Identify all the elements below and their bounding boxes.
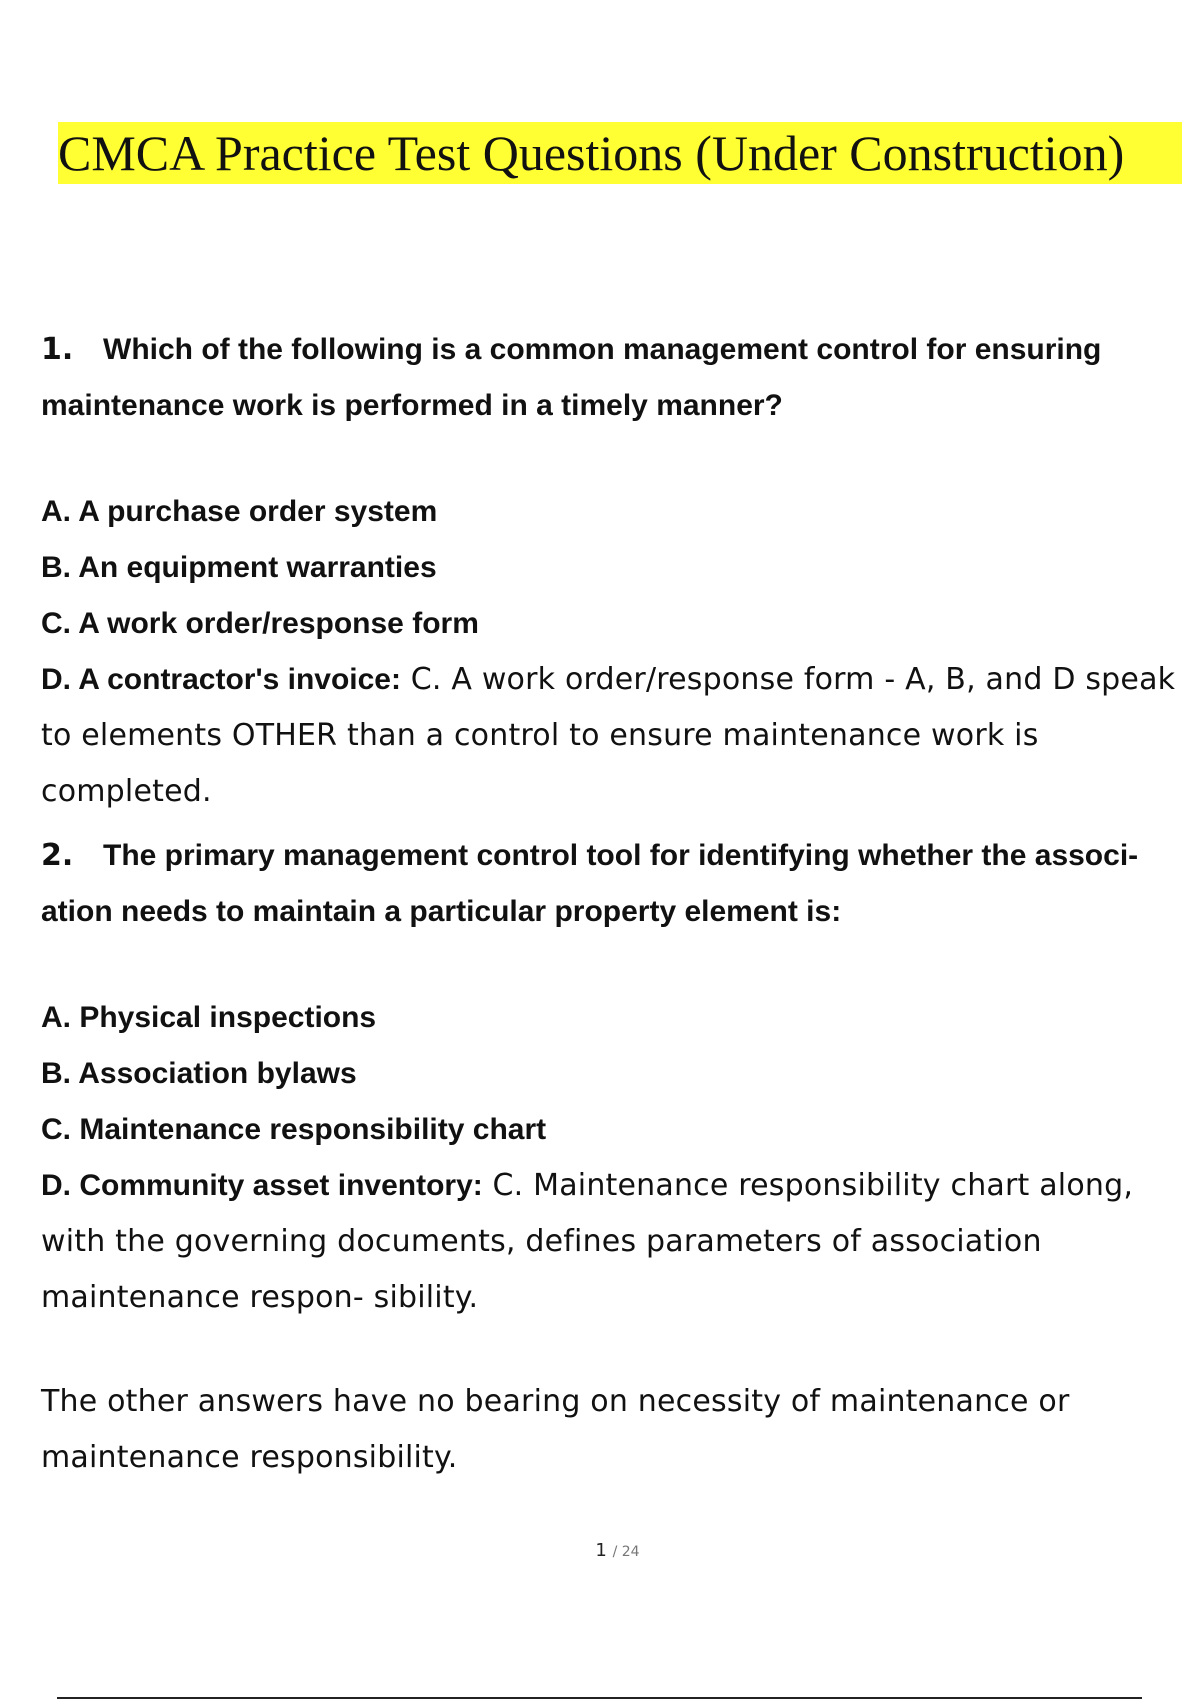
option-a: A. A purchase order system (41, 495, 438, 528)
total-pages: / 24 (612, 1544, 640, 1560)
question-number: 1. (41, 332, 74, 367)
option-d-label: D. Community asset inventory: (41, 1169, 483, 1202)
option-list (41, 990, 1176, 1326)
option-a: A. Physical inspections (41, 1001, 377, 1034)
question-list (41, 322, 1176, 1486)
question-number: 2. (41, 838, 74, 873)
option-c: C. Maintenance responsibility chart (41, 1113, 547, 1146)
option-d (41, 652, 1176, 820)
answer-explanation: C. A work order/response form - A, B, and D speak to elements OTHER than a control to ensure maintenance work is completed. (41, 662, 1176, 809)
question-1 (41, 322, 1176, 820)
question-text: 1. Which of the following is a common management control for ensuring maintenance work is performed in a timely manner? (41, 322, 1176, 434)
option-c: C. A work order/response form (41, 607, 479, 640)
option-d-label: D. A contractor's invoice: (41, 663, 401, 696)
question-2 (41, 828, 1176, 1486)
bottom-divider (57, 1697, 1142, 1699)
option-b: B. Association bylaws (41, 1057, 357, 1090)
option-b: B. An equipment warranties (41, 551, 437, 584)
option-list (41, 484, 1176, 820)
current-page: 1 (595, 1540, 607, 1561)
answer-explanation: C. Maintenance responsibility chart along, with the governing documents, defines parameters of association maintenance respon- sibility. (41, 1168, 1134, 1315)
page-title: CMCA Practice Test Questions (Under Construction) (58, 122, 1182, 184)
page-number (0, 1540, 1200, 1561)
question-text: 2. The primary management control tool for identifying whether the associ- ation needs to maintain a particular property element is: (41, 828, 1176, 940)
answer-note: The other answers have no bearing on necessity of maintenance or maintenance responsibility. (41, 1384, 1070, 1475)
option-d (41, 1158, 1176, 1326)
